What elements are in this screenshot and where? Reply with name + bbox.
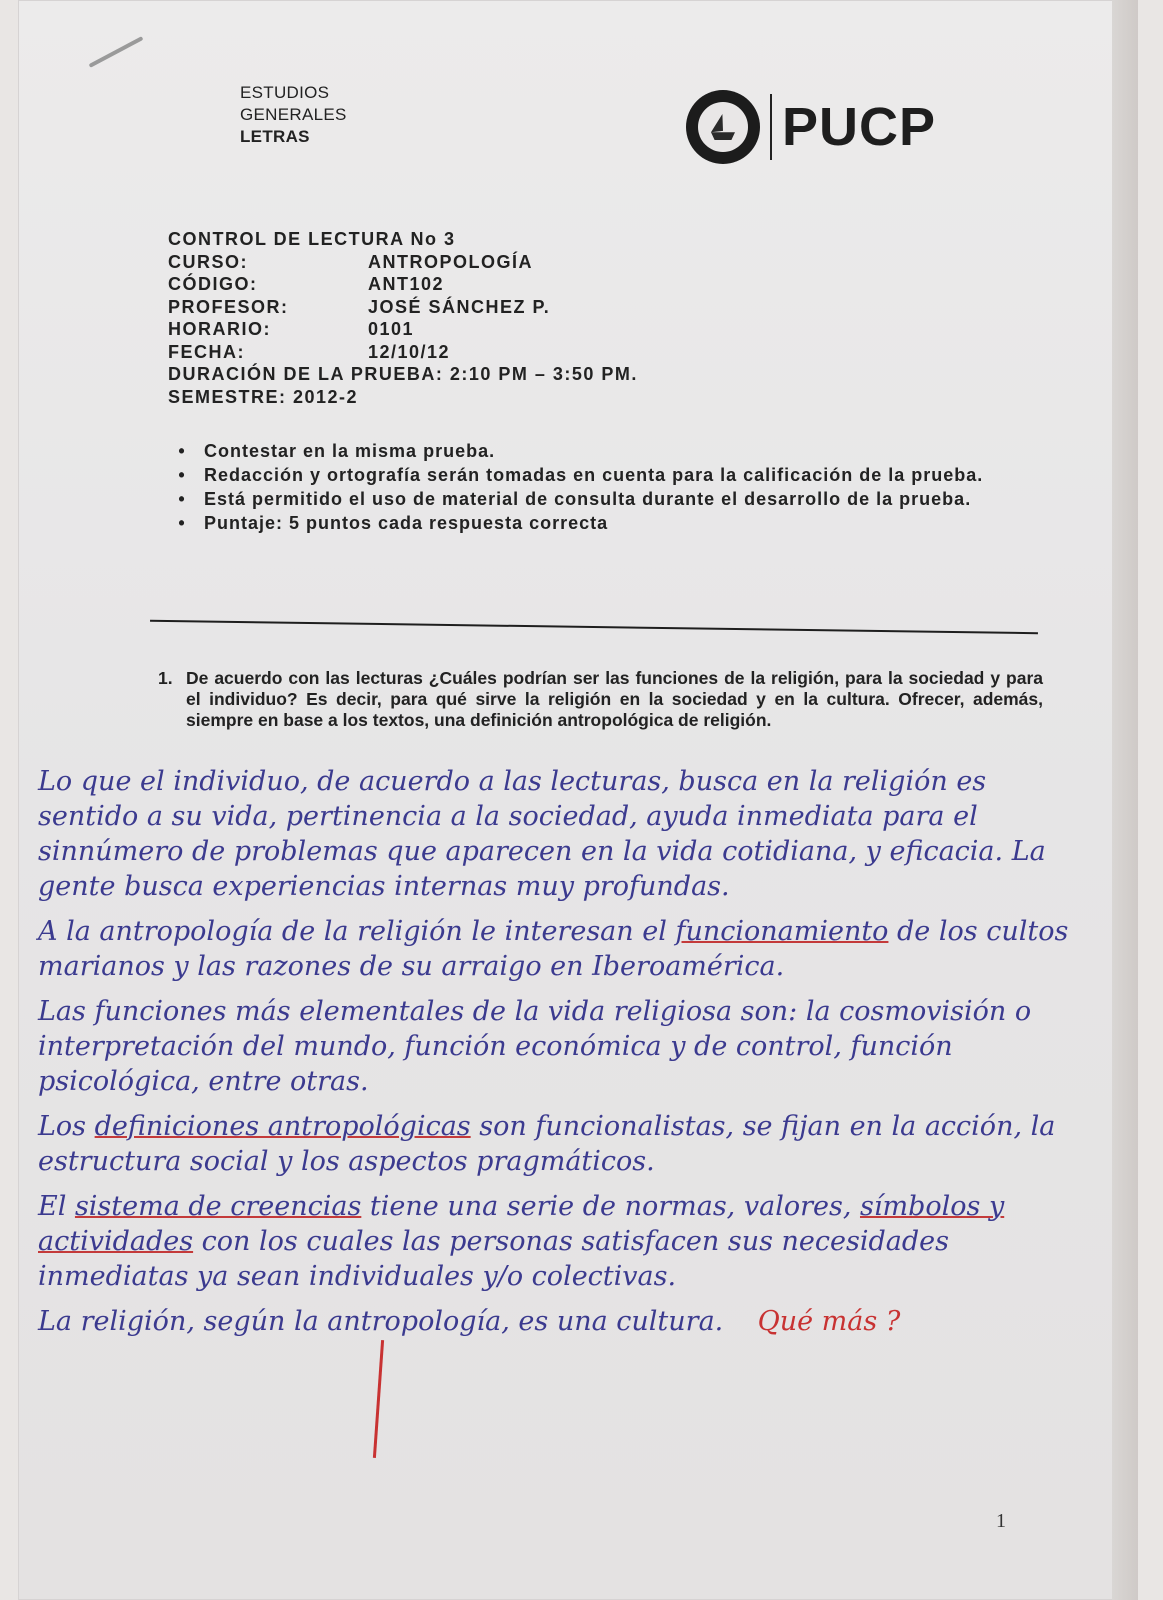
staple-mark (89, 36, 144, 68)
institution-line-1: ESTUDIOS (240, 83, 330, 102)
institution-line-2: GENERALES (240, 105, 347, 124)
bullet-icon: • (178, 465, 186, 485)
page-number: 1 (996, 1510, 1006, 1532)
answer-paragraph (38, 1189, 1078, 1294)
logo-divider (770, 94, 772, 160)
info-value: ANT102 (368, 274, 445, 294)
university-seal-icon (686, 90, 760, 164)
info-label: HORARIO: (168, 319, 271, 339)
instruction-text: Puntaje: 5 puntos cada respuesta correcta (204, 513, 609, 533)
instruction-text: Está permitido el uso de material de consulta durante el desarrollo de la prueba. (204, 489, 972, 509)
question-1 (158, 668, 1043, 731)
answer-paragraph: Lo que el individuo, de acuerdo a las lecturas, busca en la religión es sentido a su vida, pertinencia a la sociedad, ayuda inmediata para el sinnúmero de problemas que aparecen en la vida cotidiana, y eficacia. La gente busca experiencias internas muy profundas. (38, 766, 1046, 902)
list-item (160, 512, 1040, 534)
teacher-remark: Qué más ? (757, 1306, 901, 1337)
answer-paragraph (38, 914, 1078, 984)
answer-text: Los (38, 1111, 95, 1142)
answer-text: con los cuales las personas satisfacen sus necesidades inmediatas ya sean individuales y/o colectivas. (38, 1226, 949, 1292)
instruction-text: Redacción y ortografía serán tomadas en cuenta para la calificación de la prueba. (204, 465, 984, 485)
info-label: PROFESOR: (168, 296, 289, 317)
exam-duration: DURACIÓN DE LA PRUEBA: 2:10 PM – 3:50 PM. (168, 364, 638, 384)
info-row (168, 318, 638, 341)
info-value: 12/10/12 (368, 341, 451, 362)
pucp-logo (686, 90, 936, 164)
answer-text: tiene una serie de normas, valores, (361, 1191, 860, 1222)
info-value: 0101 (368, 319, 415, 339)
info-label: CURSO: (168, 251, 248, 272)
answer-paragraph: Las funciones más elementales de la vida religiosa son: la cosmovisión o interpretación del mundo, función económica y de control, función psicológica, entre otras. (38, 996, 1032, 1097)
info-row (168, 251, 638, 274)
underlined-text: funcionamiento (675, 916, 889, 947)
underlined-text: definiciones antropológicas (94, 1111, 471, 1142)
list-item (160, 464, 1040, 486)
paper-edge (1112, 0, 1138, 1600)
answer-paragraph (38, 1304, 1078, 1339)
info-label: CÓDIGO: (168, 274, 258, 294)
answer-paragraph (38, 1109, 1078, 1179)
institution-name (240, 82, 347, 148)
bullet-icon: • (178, 441, 186, 461)
underlined-text: sistema de creencias (74, 1191, 362, 1222)
answer-text: El (38, 1191, 75, 1222)
instructions-list (160, 440, 1040, 536)
answer-text: La religión, según la antropología, es una cultura. (38, 1306, 724, 1337)
exam-semester: SEMESTRE: 2012-2 (168, 386, 359, 407)
answer-text: son funcionalistas, se fijan en la acción, la estructura social y los aspectos pragmáticos. (38, 1111, 1056, 1177)
info-value: JOSÉ SÁNCHEZ P. (368, 296, 551, 317)
info-row (168, 296, 638, 319)
list-item (160, 488, 1040, 510)
underlined-text: símbolos y actividades (38, 1191, 1005, 1257)
info-row (168, 273, 638, 296)
handwritten-answer (38, 764, 1078, 1349)
info-value: ANTROPOLOGÍA (368, 251, 533, 272)
question-text: De acuerdo con las lecturas ¿Cuáles podrían ser las funciones de la religión, para la sociedad y para el individuo? Es decir, para qué sirve la religión en la sociedad y en la cultura. Ofrecer, además, siempre en base a los textos, una definición antropológica de religión. (186, 668, 1043, 730)
bullet-icon: • (178, 489, 186, 509)
exam-title: CONTROL DE LECTURA No 3 (168, 229, 456, 249)
logo-text: PUCP (782, 97, 937, 157)
answer-text: A la antropología de la religión le interesan el (38, 916, 676, 947)
answer-text: de los cultos marianos y las razones de su arraigo en Iberoamérica. (38, 916, 1069, 982)
instruction-text: Contestar en la misma prueba. (204, 441, 496, 461)
list-item (160, 440, 1040, 462)
question-number: 1. (158, 668, 173, 688)
institution-line-3: LETRAS (240, 127, 310, 146)
exam-info (168, 228, 638, 408)
info-row (168, 341, 638, 364)
bullet-icon: • (178, 513, 186, 533)
info-label: FECHA: (168, 341, 245, 362)
